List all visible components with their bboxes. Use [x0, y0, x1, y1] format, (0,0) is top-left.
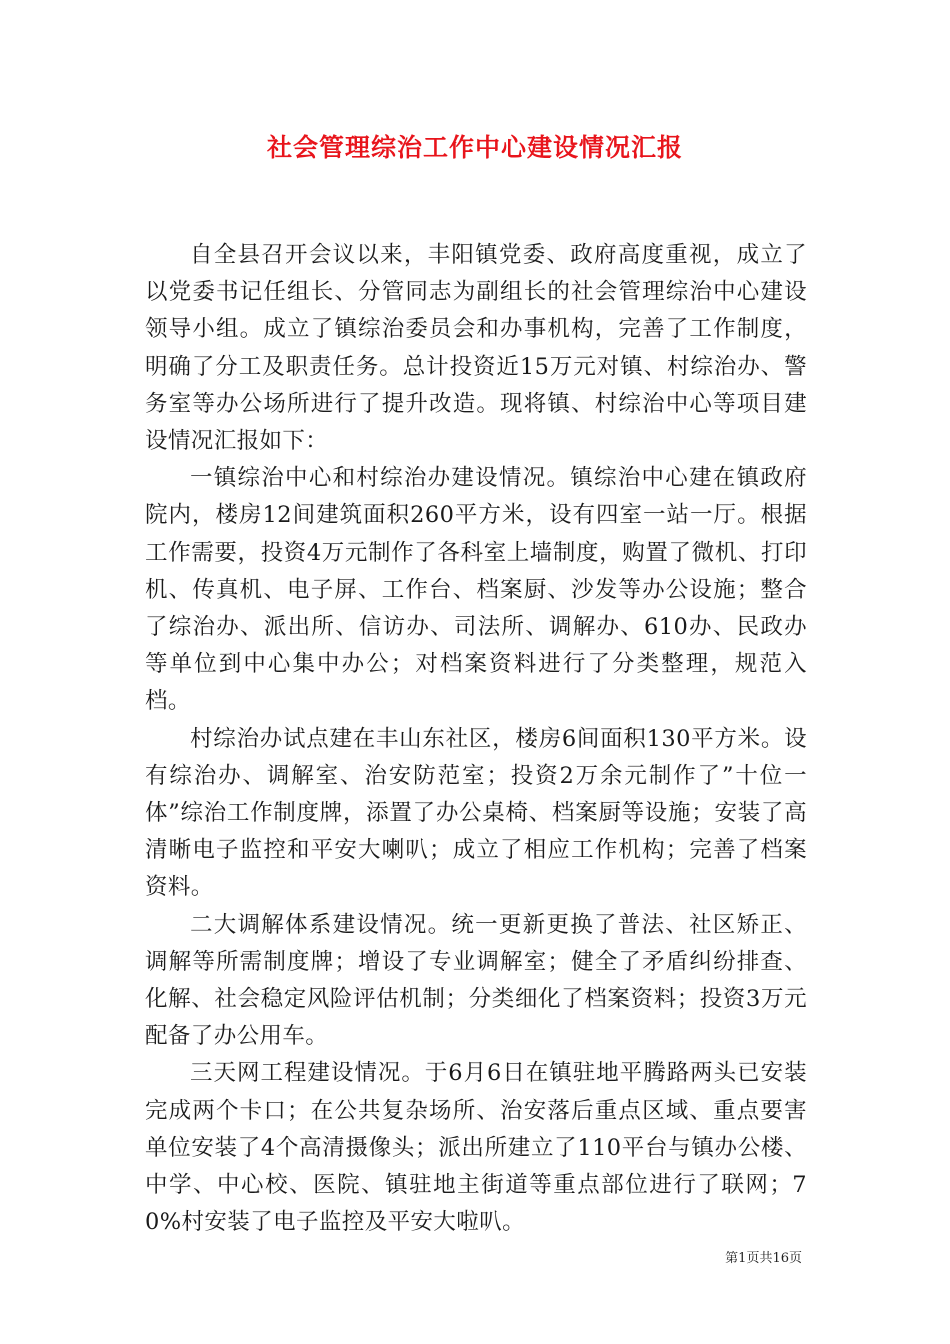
- paragraph-section-1b: 村综治办试点建在丰山东社区，楼房6间面积130平方米。设有综治办、调解室、治安防范室；投资2万余元制作了”十位一体”综治工作制度牌，添置了办公桌椅、档案厨等设施；安装了高清晰电子监控和平安大喇叭；成立了相应工作机构；完善了档案资料。: [145, 725, 807, 901]
- document-body: [145, 237, 807, 1241]
- paragraph-section-1: 一镇综治中心和村综治办建设情况。镇综治中心建在镇政府院内，楼房12间建筑面积260平方米，设有四室一站一厅。根据工作需要，投资4万元制作了各科室上墙制度，购置了微机、打印机、传真机、电子屏、工作台、档案厨、沙发等办公设施；整合了综治办、派出所、信访办、司法所、调解办、610办、民政办等单位到中心集中办公；对档案资料进行了分类整理，规范入档。: [145, 465, 807, 715]
- paragraph-section-3: 三天网工程建设情况。于6月6日在镇驻地平腾路两头已安装完成两个卡口；在公共复杂场所、治安落后重点区域、重点要害单位安装了4个高清摄像头；派出所建立了110平台与镇办公楼、中学、中心校、医院、镇驻地主街道等重点部位进行了联网；70%村安装了电子监控及平安大啦叭。: [145, 1060, 807, 1236]
- paragraph-intro: 自全县召开会议以来，丰阳镇党委、政府高度重视，成立了以党委书记任组长、分管同志为副组长的社会管理综治中心建设领导小组。成立了镇综治委员会和办事机构，完善了工作制度，明确了分工及职责任务。总计投资近15万元对镇、村综治办、警务室等办公场所进行了提升改造。现将镇、村综治中心等项目建设情况汇报如下：: [145, 242, 807, 455]
- document-title: 社会管理综治工作中心建设情况汇报: [266, 133, 683, 162]
- paragraph-section-2: 二大调解体系建设情况。统一更新更换了普法、社区矫正、调解等所需制度牌；增设了专业调解室；健全了矛盾纠纷排查、化解、社会稳定风险评估机制；分类细化了档案资料；投资3万元配备了办公用车。: [145, 911, 807, 1050]
- page-number: 第1页共16页: [725, 1251, 802, 1266]
